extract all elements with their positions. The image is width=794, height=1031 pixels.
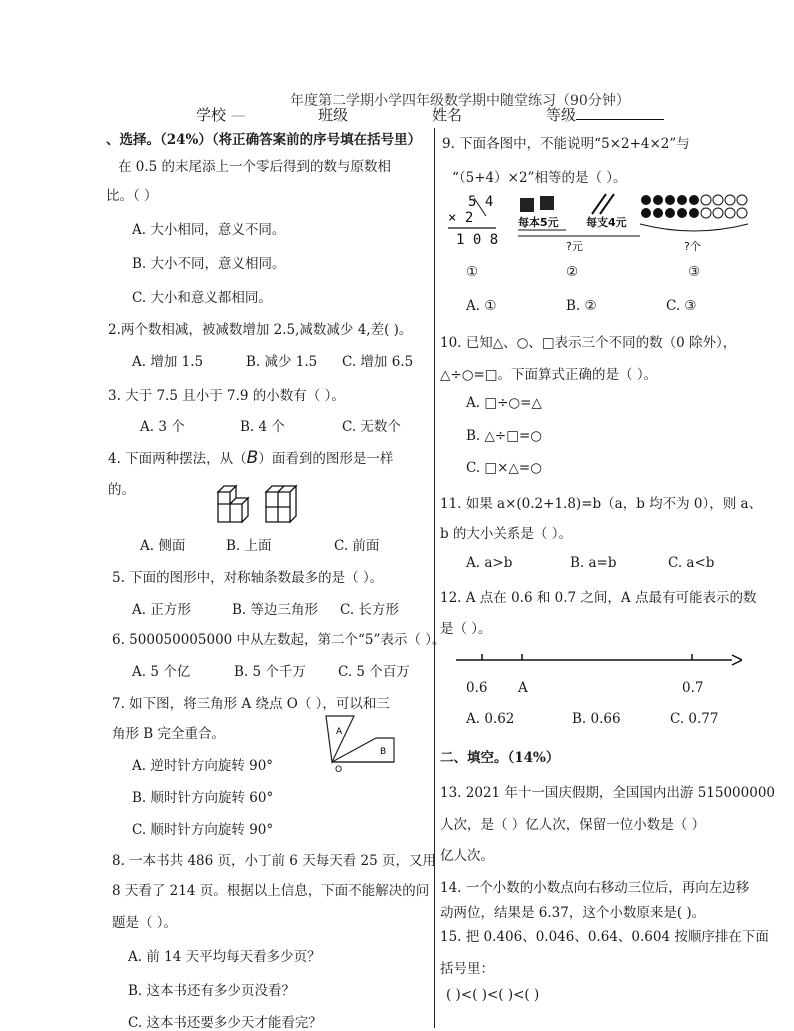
q11-text: 11. 如果 a×(0.2+1.8)=b（a，b 均不为 0），则 a、	[440, 496, 763, 512]
q12-text-2: 是（ ）。	[440, 621, 492, 637]
grade-label: 等级	[546, 104, 664, 125]
q2-option-b[interactable]: B. 减少 1.5	[246, 354, 318, 370]
q10-text-2: △÷○=□。下面算式正确的是（ ）。	[440, 367, 658, 383]
exam-title: 年度第二学期小学四年级数学期中随堂练习（90分钟）	[290, 93, 630, 108]
q8-option-b[interactable]: B. 这本书还有多少页没看？	[128, 983, 296, 999]
point-o-label: O	[335, 765, 343, 775]
q10-option-a[interactable]: A. □÷○=△	[466, 395, 542, 411]
figure-3-number: ③	[688, 264, 701, 280]
number-line-label-a: A	[518, 680, 528, 696]
q12-option-b[interactable]: B. 0.66	[572, 711, 621, 727]
cube-stacks-figure	[214, 478, 314, 526]
q4-handwritten-answer: B	[246, 448, 259, 468]
q12-option-a[interactable]: A. 0.62	[466, 711, 515, 727]
q6-option-a[interactable]: A. 5 个亿	[132, 664, 191, 680]
calc-multiplier: × 2	[448, 210, 474, 226]
q7-option-b[interactable]: B. 顺时针方向旋转 60°	[132, 790, 274, 806]
section-choice-heading: 、选择。（24%）（将正确答案前的序号填在括号里）	[106, 132, 422, 148]
calc-result: 1 0 8	[456, 232, 499, 248]
cube-stack-1	[218, 486, 248, 522]
section-fill-heading: 二、填空。（14%）	[440, 750, 560, 766]
q2-option-c[interactable]: C. 增加 6.5	[342, 354, 414, 370]
number-line-label-0-6: 0.6	[466, 680, 488, 696]
price-pen-label: 每支4元	[586, 216, 627, 229]
q3-text: 3. 大于 7.5 且小于 7.9 的小数有（ ）。	[108, 388, 345, 404]
book-icon	[520, 198, 534, 212]
q8-option-a[interactable]: A. 前 14 天平均每天看多少页？	[128, 949, 321, 965]
q8-text-3: 题是（ ）。	[112, 915, 178, 931]
q10-option-c[interactable]: C. □×△=○	[466, 460, 542, 476]
school-label: 学校 —	[196, 106, 246, 124]
q1-option-a[interactable]: A. 大小相同，意义不同。	[132, 222, 286, 238]
q9-text-2: “（5+4）×2”相等的是（ ）。	[452, 170, 627, 186]
q10-text: 10. 已知△、○、□表示三个不同的数（0 除外），	[440, 335, 737, 351]
q7-text: 7. 如下图，将三角形 A 绕点 O（ ），可以和三	[112, 696, 390, 712]
q9-option-b[interactable]: B. ②	[566, 298, 597, 314]
q1-text-2: 比。（ ）	[106, 188, 158, 204]
q9-option-c[interactable]: C. ③	[666, 298, 697, 314]
q15-text-2: 括号里：	[440, 961, 494, 977]
column-divider	[434, 128, 435, 1028]
q5-option-a[interactable]: A. 正方形	[132, 602, 191, 618]
q2-text: 2.两个数相减，被减数增加 2.5,减数减少 4,差( )。	[108, 322, 413, 338]
dot-array	[641, 195, 747, 218]
q1-text: 在 0.5 的末尾添上一个零后得到的数与原数相	[118, 159, 392, 175]
q11-option-b[interactable]: B. a=b	[570, 555, 617, 571]
q12-text: 12. A 点在 0.6 和 0.7 之间，A 点最有可能表示的数	[440, 590, 757, 606]
unknown-count-label: ?个	[684, 240, 701, 253]
number-line-label-0-7: 0.7	[682, 680, 704, 696]
q6-option-c[interactable]: C. 5 个百万	[338, 664, 410, 680]
q14-text: 14. 一个小数的小数点向右移动三位后，再向左边移	[440, 880, 750, 896]
q5-option-b[interactable]: B. 等边三角形	[232, 602, 319, 618]
q2-option-a[interactable]: A. 增加 1.5	[132, 354, 204, 370]
q8-text: 8. 一本书共 486 页，小丁前 6 天每天看 25 页，又用	[112, 853, 436, 869]
q12-option-c[interactable]: C. 0.77	[670, 711, 719, 727]
q9-option-a[interactable]: A. ①	[466, 298, 497, 314]
q15-text: 15. 把 0.406、0.046、0.64、0.604 按顺序排在下面	[440, 929, 769, 945]
price-book-label: 每本5元	[518, 216, 559, 229]
calc-top-digits: 5 4	[468, 194, 494, 210]
q4-option-a[interactable]: A. 侧面	[140, 538, 186, 554]
q15-answer-blanks[interactable]: ( )<( )<( )<( )	[446, 987, 540, 1003]
q9-figures	[440, 190, 760, 254]
q13-text-2: 人次，是（ ）亿人次，保留一位小数是（ ）	[440, 817, 706, 833]
q5-option-c[interactable]: C. 长方形	[340, 602, 399, 618]
number-line	[452, 648, 742, 672]
book-icon-2	[540, 196, 554, 210]
q11-text-2: b 的大小关系是（ ）。	[440, 526, 572, 542]
q14-text-2: 动两位，结果是 6.37，这个小数原来是( )。	[440, 905, 706, 921]
q5-text: 5. 下面的图形中，对称轴条数最多的是（ ）。	[112, 570, 384, 586]
class-label: 班级	[318, 106, 349, 124]
q7-option-a[interactable]: A. 逆时针方向旋转 90°	[132, 758, 274, 774]
q7-text-2: 角形 B 完全重合。	[112, 726, 226, 742]
q7-option-c[interactable]: C. 顺时针方向旋转 90°	[132, 822, 274, 838]
figure-2-number: ②	[566, 264, 579, 280]
triangle-b-label: B	[380, 747, 387, 757]
q1-option-b[interactable]: B. 大小不同，意义相同。	[132, 256, 286, 272]
pen-icon	[592, 194, 606, 214]
q13-text-3: 亿人次。	[440, 848, 494, 864]
q8-option-c[interactable]: C. 这本书还要多少天才能看完？	[128, 1015, 322, 1031]
unknown-cost-label: ?元	[566, 240, 583, 253]
q3-option-a[interactable]: A. 3 个	[140, 419, 185, 435]
q3-option-b[interactable]: B. 4 个	[240, 419, 285, 435]
triangle-a-label: A	[336, 727, 343, 737]
rotation-triangles-figure	[322, 712, 402, 776]
q6-option-b[interactable]: B. 5 个千万	[234, 664, 306, 680]
q9-text: 9. 下面各图中，不能说明“5×2+4×2”与	[442, 136, 690, 152]
q1-option-c[interactable]: C. 大小和意义都相同。	[132, 290, 272, 306]
q6-text: 6. 500050005000 中从左数起，第二个“5”表示（ ）。	[112, 632, 446, 648]
q11-option-a[interactable]: A. a>b	[466, 555, 513, 571]
q4-option-b[interactable]: B. 上面	[226, 538, 272, 554]
q4-text: 4. 下面两种摆法，从（B）面看到的图形是一样	[108, 448, 394, 468]
name-label: 姓名	[432, 106, 463, 124]
cube-stack-2	[266, 486, 296, 522]
q8-text-2: 8 天看了 214 页。根据以上信息，下面不能解决的问	[112, 883, 430, 899]
q13-text: 13. 2021 年十一国庆假期，全国国内出游 515000000	[440, 785, 776, 801]
q4-text-2: 的。	[108, 482, 135, 498]
q4-option-c[interactable]: C. 前面	[334, 538, 380, 554]
pen-icon-2	[600, 194, 614, 214]
q10-option-b[interactable]: B. △÷□=○	[466, 428, 543, 444]
figure-1-number: ①	[466, 264, 479, 280]
grade-blank[interactable]	[576, 107, 664, 120]
q3-option-c[interactable]: C. 无数个	[342, 419, 401, 435]
q11-option-c[interactable]: C. a<b	[668, 555, 715, 571]
